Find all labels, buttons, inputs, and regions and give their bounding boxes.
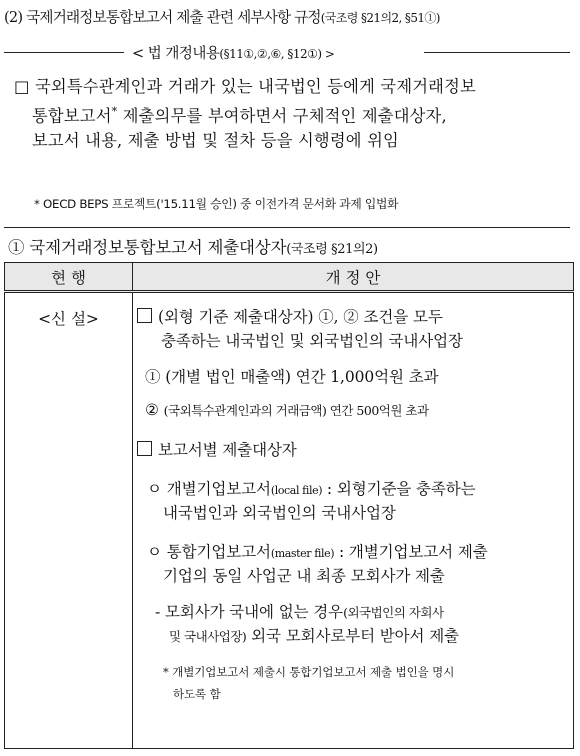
section-ref: (국조령 §21의2)	[286, 242, 378, 257]
b2-en: (master file)	[270, 547, 335, 560]
note-text-line2: 하도록 함	[173, 687, 221, 701]
note-item-line2	[173, 684, 221, 702]
comparison-table	[4, 262, 574, 749]
para-line-2-rest: 제출의무를 부여하면서 구체적인 제출대상자,	[122, 106, 447, 126]
para-line-3: 보고서 내용, 제출 방법 및 절차 등을 시행령에 위임	[32, 131, 399, 151]
header-current: 현 행	[5, 263, 133, 292]
b1-en: (local file)	[270, 484, 323, 497]
amendment-footnote: * OECD BEPS 프로젝트('15.11월 승인) 중 이전가격 문서화 과제 입법화	[34, 197, 399, 211]
proposal-item-1-line2: 충족하는 내국법인 및 외국법인의 국내사업장	[161, 332, 463, 350]
box-top-line-right	[424, 52, 570, 53]
note-text: * 개별기업보고서 제출시 통합기업보고서 제출 법인을 명시	[163, 665, 455, 679]
b2-desc: : 개별기업보고서 제출	[334, 543, 488, 561]
current-cell: <신 설>	[5, 292, 133, 749]
b1-label: ㅇ 개별기업보고서	[147, 480, 271, 498]
caption-text: < 법 개정내용	[132, 46, 220, 62]
bullet-master-file	[147, 540, 488, 562]
para-line-1: □ 국외특수관계인과 거래가 있는 내국법인 등에게 국제거래정보	[14, 77, 476, 96]
section-title-text: ① 국제거래정보통합보고서 제출대상자	[8, 238, 287, 257]
note-item	[163, 662, 454, 680]
caption-ref: (§11①,②,⑥, §12①) >	[219, 47, 335, 61]
proposal-item-2	[137, 438, 297, 460]
box-top-line-left	[4, 52, 124, 53]
d1-paren: (외국법인의 자회사	[343, 605, 444, 620]
d1-paren-end: 및 국내사업장)	[169, 629, 247, 644]
para-term: 통합보고서	[32, 106, 112, 126]
dash-item-line2	[169, 624, 459, 646]
condition-1: ① (개별 법인 매출액) 연간 1,000억원 초과	[145, 368, 439, 386]
bullet-local-file-line2: 내국법인과 외국법인의 국내사업장	[163, 504, 396, 522]
bullet-local-file	[147, 477, 476, 499]
d1-rest: 외국 모회사로부터 받아서 제출	[246, 627, 459, 645]
checkbox-square-icon	[137, 308, 152, 323]
amendment-box	[4, 46, 570, 228]
amendment-paragraph	[14, 74, 562, 153]
bullet-master-file-line2: 기업의 동일 사업군 내 최종 모회사가 제출	[163, 567, 445, 585]
proposal-item-1	[137, 305, 443, 327]
c2-num: ②	[145, 401, 159, 419]
d1-text: - 모회사가 국내에 없는 경우	[155, 603, 344, 621]
p1-line1: (외형 기준 제출대상자) ①, ② 조건을 모두	[158, 308, 443, 326]
checkbox-square-icon	[137, 441, 152, 456]
table-row	[5, 292, 574, 749]
heading-main: (2) 국제거래정보통합보고서 제출 관련 세부사항 규정	[4, 9, 321, 26]
heading-ref: (국조령 §21의2, §51①)	[320, 11, 440, 25]
b2-label: ㅇ 통합기업보고서	[147, 543, 271, 561]
section-title	[8, 234, 378, 258]
header-proposal: 개 정 안	[133, 263, 574, 292]
asterisk-mark: *	[111, 105, 118, 118]
proposal-cell	[133, 292, 574, 749]
table-header-row	[5, 263, 574, 292]
dash-item	[155, 600, 444, 622]
para-line-2	[14, 99, 562, 128]
c2-text: (국외특수관계인과의 거래금액) 연간 500억원 초과	[163, 403, 429, 418]
p2-text: 보고서별 제출대상자	[158, 441, 297, 459]
amendment-caption	[132, 42, 334, 63]
page-heading	[4, 6, 576, 27]
b1-desc: : 외형기준을 충족하는	[322, 480, 476, 498]
condition-2	[145, 401, 429, 419]
